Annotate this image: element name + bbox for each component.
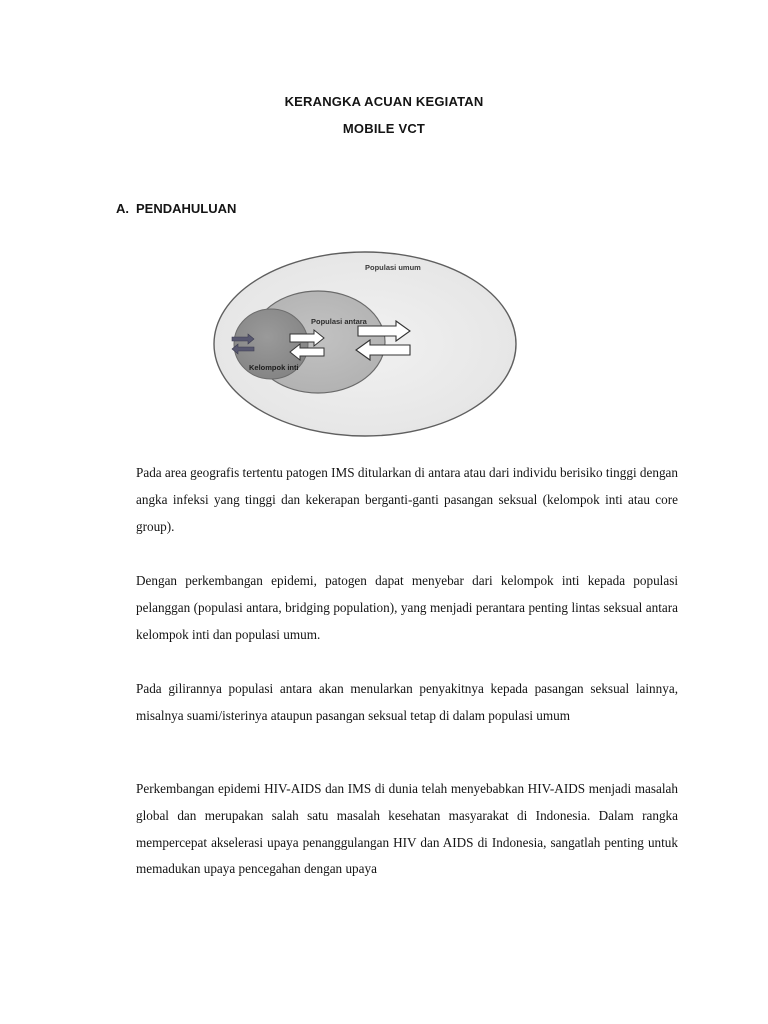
section-heading xyxy=(116,201,236,216)
paragraph-3: Pada gilirannya populasi antara akan menularkan penyakitnya kepada pasangan seksual lainnya, misalnya suami/isterinya ataupun pasangan seksual tetap di dalam populasi umum xyxy=(136,681,678,723)
label-populasi-umum: Populasi umum xyxy=(365,263,421,272)
label-populasi-antara: Populasi antara xyxy=(311,317,367,326)
section-number: A. xyxy=(116,201,129,216)
paragraph-4-container xyxy=(136,776,678,886)
document-title: KERANGKA ACUAN KEGIATAN xyxy=(284,94,484,109)
population-diagram xyxy=(208,248,522,440)
paragraph-2: Dengan perkembangan epidemi, patogen dapat menyebar dari kelompok inti kepada populasi pelanggan (populasi antara, bridging population), yang menjadi perantara penting lintas seksual antara kelompok inti dan populasi umum. xyxy=(136,573,678,642)
label-kelompok-inti: Kelompok inti xyxy=(249,363,299,372)
population-diagram-svg xyxy=(208,248,522,440)
paragraph-1: Pada area geografis tertentu patogen IMS ditularkan di antara atau dari individu berisiko tinggi dengan angka infeksi yang tinggi dan kekerapan berganti-ganti pasangan seksual (kelompok inti atau core group). xyxy=(136,465,678,534)
section-title: PENDAHULUAN xyxy=(136,201,237,216)
paragraph-4: Perkembangan epidemi HIV-AIDS dan IMS di dunia telah menyebabkan HIV-AIDS menjadi masalah global dan merupakan salah satu masalah kesehatan masyarakat di Indonesia. Dalam rangka mempercepat akselerasi upaya penanggulangan HIV dan AIDS di Indonesia, sangatlah penting untuk memadukan upaya pencegahan dengan upaya xyxy=(136,781,678,877)
document-subtitle: MOBILE VCT xyxy=(342,121,426,136)
